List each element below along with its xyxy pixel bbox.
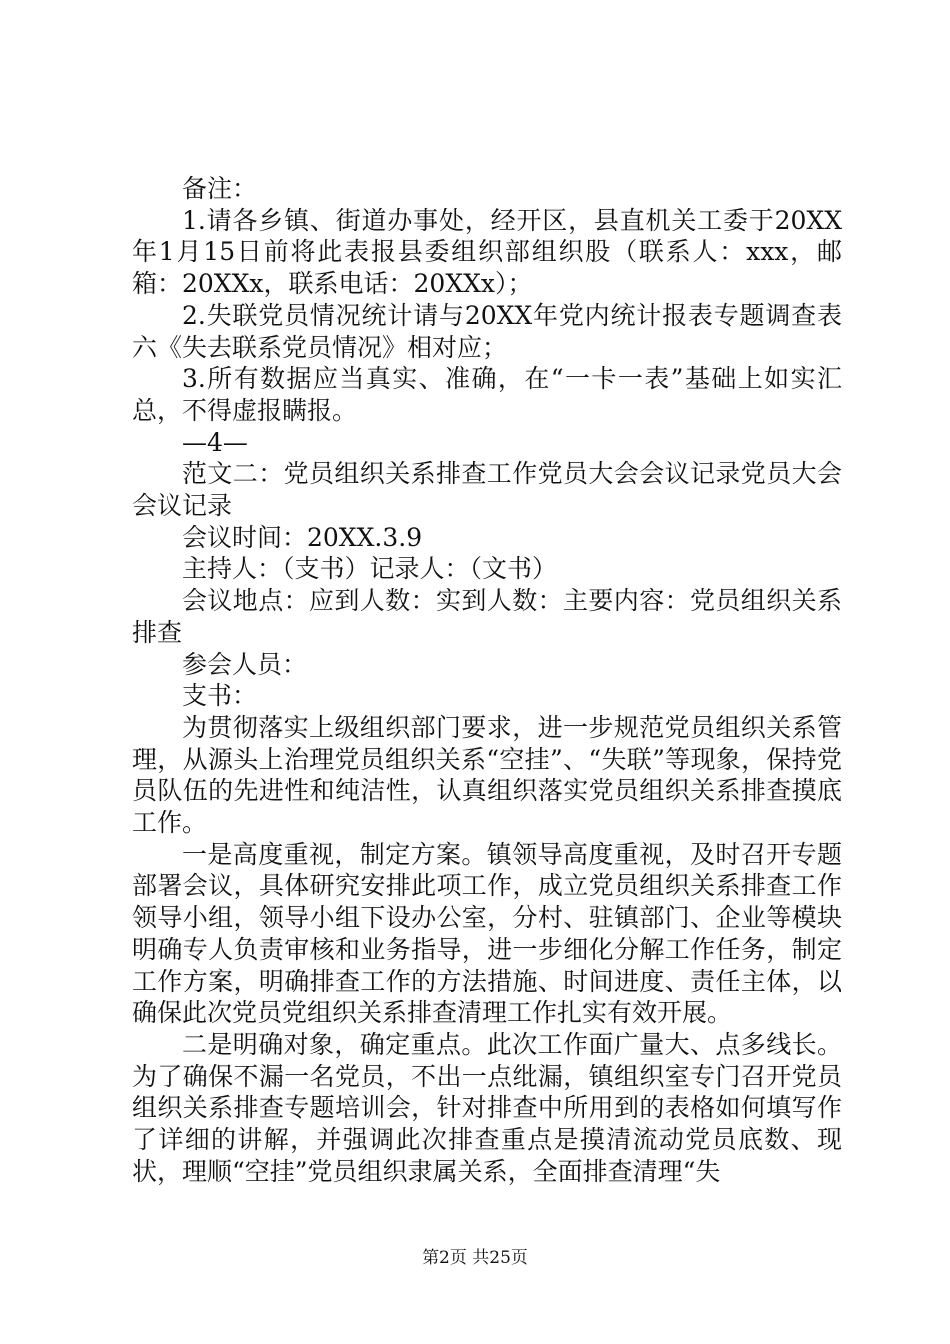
paragraph-host-recorder: 主持人：（支书）记录人：（文书）: [182, 554, 558, 584]
paragraph-meeting-place: 会议地点：应到人数：实到人数：主要内容：党员组织关系排查: [132, 586, 842, 647]
document-body: [132, 173, 842, 1188]
paragraph-secretary: 支书：: [182, 681, 258, 711]
paragraph-meeting-time: 会议时间：20XX.3.9: [182, 522, 423, 552]
paragraph-remarks-heading: 备注：: [182, 174, 258, 203]
paragraph-remark-1: 1.请各乡镇、街道办事处，经开区，县直机关工委于20XX年1月15日前将此表报县委组织部组织股（联系人：xxx，邮箱：20XXx，联系电话：20XXx）；: [132, 205, 842, 299]
paragraph-sample-title: 范文二：党员组织关系排查工作党员大会会议记录党员大会会议记录: [132, 459, 842, 521]
paragraph-point-two: 二是明确对象，确定重点。此次工作面广量大、点多线长。为了确保不漏一名党员，不出一点纰漏，镇组织室专门召开党员组织关系排查专题培训会，针对排查中所用到的表格如何填写作了详细的讲解，并强调此次排查重点是摸清流动党员底数、现状，理顺“空挂”党员组织隶属关系，全面排查清理“失: [132, 1029, 842, 1186]
paragraph-attendees: 参会人员：: [182, 649, 308, 679]
paragraph-intro: 为贯彻落实上级组织部门要求，进一步规范党员组织关系管理，从源头上治理党员组织关系“空挂”、“失联”等现象，保持党员队伍的先进性和纯洁性，认真组织落实党员组织关系排查摸底工作。: [132, 712, 842, 838]
paragraph-remark-2: 2.失联党员情况统计请与20XX年党内统计报表专题调查表六《失去联系党员情况》相对应；: [132, 300, 842, 362]
paragraph-point-one: 一是高度重视，制定方案。镇领导高度重视，及时召开专题部署会议，具体研究安排此项工作，成立党员组织关系排查工作领导小组，领导小组下设办公室，分村、驻镇部门、企业等模块明确专人负责审核和业务指导，进一步细化分解工作任务，制定工作方案，明确排查工作的方法措施、时间进度、责任主体，以确保此次党员党组织关系排查清理工作扎实有效开展。: [132, 839, 842, 1028]
inline-page-marker: —4—: [182, 427, 248, 457]
paragraph-remark-3: 3.所有数据应当真实、准确，在“一卡一表”基础上如实汇总，不得虚报瞒报。: [132, 364, 842, 425]
page-footer: 第2页 共25页: [422, 1248, 528, 1268]
